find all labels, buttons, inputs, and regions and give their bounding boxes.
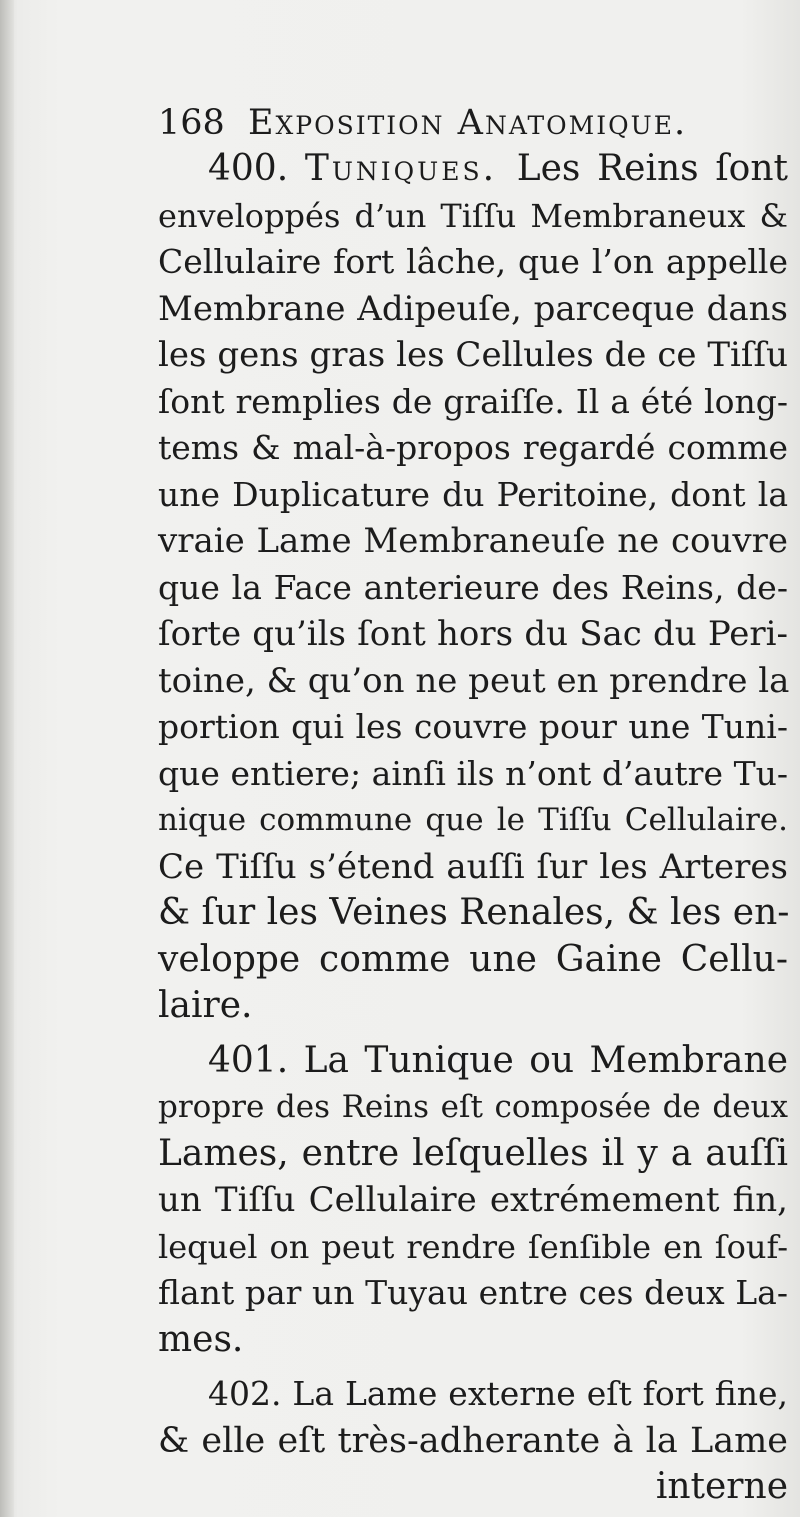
running-title: Exposition Anatomique.	[247, 103, 688, 143]
text-line: un Tiſſu Cellulaire extrémement fin,	[158, 1180, 788, 1220]
paragraph-gap	[158, 1363, 788, 1371]
paragraph-401	[158, 1038, 788, 1364]
text-block	[158, 100, 788, 1511]
paragraph-402	[158, 1371, 788, 1464]
running-header	[158, 100, 788, 146]
text-line: mes.	[158, 1318, 244, 1360]
text-line: La Tunique ou Membrane	[303, 1039, 788, 1081]
paragraph-number: 402.	[208, 1374, 293, 1413]
text-line: Cellulaire fort lâche, que l’on appelle	[158, 242, 788, 281]
text-line: portion qui les couvre pour une Tuni-	[158, 707, 788, 746]
text-line: Les Reins ſont	[516, 148, 788, 189]
text-line: toine, & qu’on ne peut en prendre la	[158, 660, 790, 701]
text-line: vraie Lame Membraneuſe ne couvre	[158, 521, 788, 561]
text-line: Ce Tiſſu s’étend auſſi ſur les Arteres	[158, 846, 788, 887]
catchword: interne	[655, 1466, 788, 1507]
text-line: que entiere; ainſi ils n’ont d’autre Tu-	[158, 753, 788, 793]
text-line: & ſur les Veines Renales, & les en-	[158, 892, 790, 933]
text-line: lequel on peut rendre ſenſible en ſouf-	[158, 1227, 788, 1266]
paragraph-first-line	[158, 1371, 788, 1418]
text-line: une Duplicature du Peritoine, dont la	[158, 474, 788, 514]
text-line: enveloppés d’un Tiſſu Membraneux &	[158, 196, 788, 235]
text-line: les gens gras les Cellules de ce Tiſſu	[158, 335, 788, 375]
text-line: nique commune que le Tiſſu Cellulaire.	[158, 802, 788, 838]
paragraph-400	[158, 146, 788, 1030]
paragraph-number: 401.	[208, 1039, 304, 1081]
paragraph-number: 400.	[208, 148, 305, 189]
text-line: que la Face anterieure des Reins, de-	[158, 567, 788, 607]
paragraph-first-line	[158, 1038, 788, 1085]
text-line: & elle eſt très-adherante à la Lame	[158, 1420, 788, 1461]
paragraph-first-line	[158, 146, 788, 193]
paragraph-gap	[158, 1030, 788, 1038]
text-line: flant par un Tuyau entre ces deux La-	[158, 1273, 788, 1312]
text-line: veloppe comme une Gaine Cellu-	[158, 938, 788, 980]
gutter-shadow	[0, 0, 14, 1517]
text-line: La Lame externe eſt fort fine,	[292, 1374, 789, 1413]
text-line: ſont remplies de graiſſe. Il a été long-	[158, 381, 788, 421]
text-line: Lames, entre leſquelles il y a auſſi	[158, 1132, 788, 1174]
paragraph-heading: Tuniques.	[304, 148, 517, 189]
text-line: ſorte qu’ils ſont hors du Sac du Peri-	[158, 614, 788, 654]
text-line: laire.	[158, 985, 253, 1026]
text-line: Membrane Adipeuſe, parceque dans	[158, 288, 788, 329]
text-line: tems & mal-à-propos regardé comme	[158, 428, 788, 467]
page-number: 168	[158, 103, 225, 143]
text-line: propre des Reins eſt composée de deux	[158, 1089, 788, 1125]
